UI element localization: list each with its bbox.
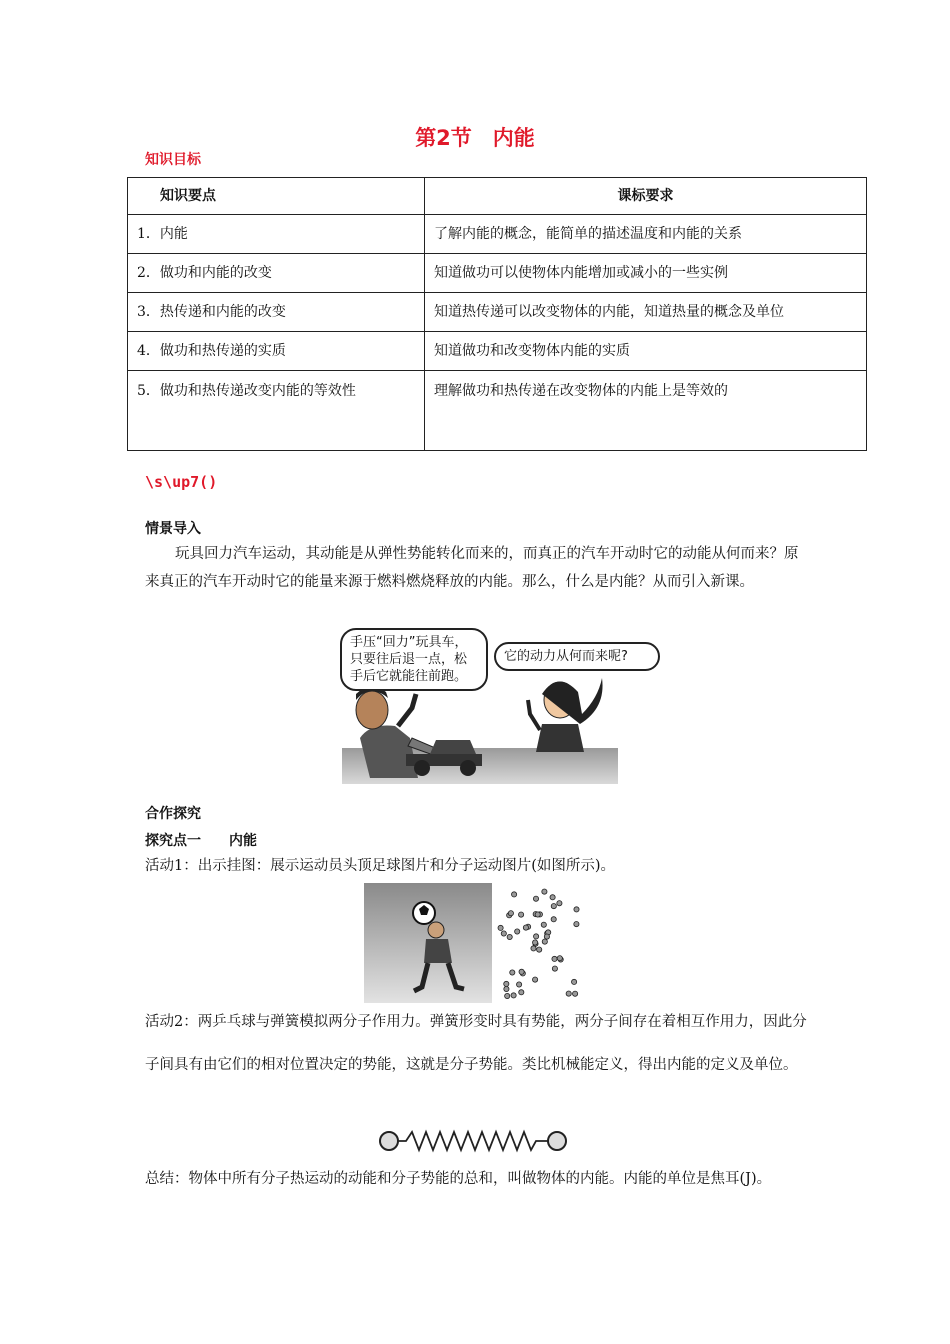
table-cell: 1．内能 bbox=[128, 215, 425, 254]
page-title: 第2节 内能 bbox=[415, 126, 535, 150]
molecule-dot bbox=[544, 934, 549, 939]
table-cell: 5．做功和热传递改变内能的等效性 bbox=[128, 371, 425, 451]
football-molecule-illustration bbox=[364, 883, 586, 1003]
molecule-dot bbox=[533, 896, 538, 901]
summary-text: 总结：物体中所有分子热运动的动能和分子势能的总和，叫做物体的内能。内能的单位是焦耳(J)。 bbox=[145, 1171, 772, 1187]
molecule-dots bbox=[498, 889, 579, 999]
table-cell: 2．做功和内能的改变 bbox=[128, 254, 425, 293]
molecule-dot bbox=[542, 939, 547, 944]
molecule-dot bbox=[551, 904, 556, 909]
molecule-dot bbox=[519, 990, 524, 995]
molecule-dot bbox=[510, 970, 515, 975]
activity2-text: 活动2：两乒乓球与弹簧模拟两分子作用力。弹簧形变时具有势能，两分子间存在着相互作用力，因此分子间具有由它们的相对位置决定的势能，这就是分子势能。类比机械能定义，得出内能的定义及单位。 bbox=[145, 1014, 807, 1073]
activity1-text: 活动1：出示挂图：展示运动员头顶足球图片和分子运动图片(如图所示)。 bbox=[145, 858, 616, 874]
intro-heading: 情景导入 bbox=[145, 521, 201, 537]
molecule-dot bbox=[573, 991, 578, 996]
table-cell: 了解内能的概念，能简单的描述温度和内能的关系 bbox=[425, 215, 867, 254]
molecule-dot bbox=[574, 907, 579, 912]
cartoon-illustration bbox=[340, 628, 628, 786]
point-heading: 探究点一 内能 bbox=[145, 833, 257, 849]
molecule-dot bbox=[533, 977, 538, 982]
molecule-dot bbox=[572, 979, 577, 984]
molecule-dot bbox=[542, 889, 547, 894]
molecule-dot bbox=[550, 895, 555, 900]
molecule-dot bbox=[551, 917, 556, 922]
table-cell: 3．热传递和内能的改变 bbox=[128, 293, 425, 332]
table-cell: 知道做功可以使物体内能增加或减小的一些实例 bbox=[425, 254, 867, 293]
molecule-dot bbox=[541, 922, 546, 927]
molecule-dot bbox=[498, 925, 503, 930]
field-code: \s\up7() bbox=[145, 473, 218, 491]
right-ball bbox=[548, 1132, 566, 1150]
molecule-dot bbox=[511, 993, 516, 998]
molecule-dot bbox=[574, 922, 579, 927]
molecule-dot bbox=[537, 947, 542, 952]
table-cell: 知道热传递可以改变物体的内能，知道热量的概念及单位 bbox=[425, 293, 867, 332]
spring-figure bbox=[376, 1126, 570, 1156]
molecule-dot bbox=[519, 912, 524, 917]
molecule-dot bbox=[557, 901, 562, 906]
table-row bbox=[128, 332, 867, 371]
molecule-dot bbox=[519, 969, 524, 974]
table-cell: 理解做功和热传递在改变物体的内能上是等效的 bbox=[425, 371, 867, 451]
molecule-dot bbox=[552, 956, 557, 961]
molecule-dot bbox=[504, 986, 509, 991]
molecule-dot bbox=[531, 946, 536, 951]
table-row bbox=[128, 293, 867, 332]
molecule-dot bbox=[566, 991, 571, 996]
girl-figure bbox=[528, 678, 603, 752]
table-cell: 4．做功和热传递的实质 bbox=[128, 332, 425, 371]
knowledge-table bbox=[127, 177, 867, 451]
table-header: 课标要求 bbox=[425, 178, 867, 215]
molecule-dot bbox=[508, 911, 513, 916]
left-ball bbox=[380, 1132, 398, 1150]
molecule-dot bbox=[505, 993, 510, 998]
intro-paragraph: 玩具回力汽车运动，其动能是从弹性势能转化而来的，而真正的汽车开动时它的动能从何而来？原来真正的汽车开动时它的能量来源于燃料燃烧释放的内能。那么，什么是内能？从而引入新课。 bbox=[145, 546, 799, 590]
molecule-dot bbox=[523, 925, 528, 930]
molecule-dot bbox=[504, 981, 509, 986]
speech-bubble-right: 它的动力从何而来呢? bbox=[494, 642, 660, 671]
molecule-dot bbox=[552, 966, 557, 971]
table-header: 知识要点 bbox=[128, 178, 425, 215]
table-header-row bbox=[128, 178, 867, 215]
coop-heading: 合作探究 bbox=[145, 806, 201, 822]
table-cell: 知道做功和改变物体内能的实质 bbox=[425, 332, 867, 371]
molecule-dot bbox=[533, 940, 538, 945]
molecule-dot bbox=[517, 982, 522, 987]
molecule-dot bbox=[512, 892, 517, 897]
molecule-dot bbox=[507, 934, 512, 939]
football-molecule-figure bbox=[364, 883, 586, 1003]
table-row bbox=[128, 215, 867, 254]
molecule-dot bbox=[534, 934, 539, 939]
molecule-dot bbox=[501, 931, 506, 936]
table-row bbox=[128, 371, 867, 451]
spring-model-illustration bbox=[376, 1126, 570, 1156]
molecule-dot bbox=[535, 912, 540, 917]
molecule-dot bbox=[515, 929, 520, 934]
knowledge-heading: 知识目标 bbox=[145, 152, 201, 168]
molecule-dot bbox=[557, 956, 562, 961]
spring-coil bbox=[398, 1132, 548, 1150]
table-row bbox=[128, 254, 867, 293]
speech-bubble-left: 手压“回力”玩具车，只要往后退一点，松手后它就能往前跑。 bbox=[340, 628, 488, 691]
